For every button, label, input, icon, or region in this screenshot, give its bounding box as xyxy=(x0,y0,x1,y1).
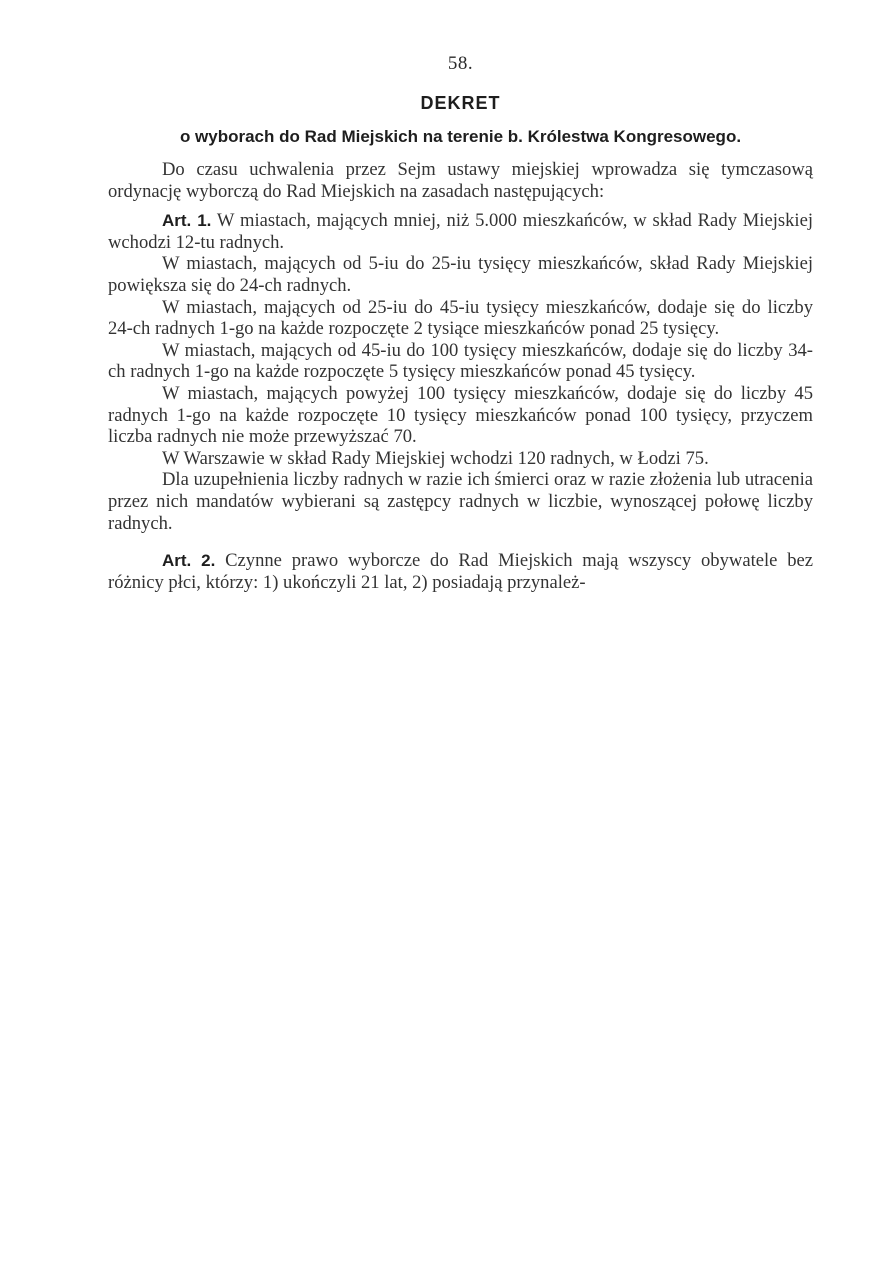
article-1-paragraph-2: W miastach, mających od 5-iu do 25-iu tysięcy mieszkańców, skład Rady Miejskiej powiększa się do 24-ch radnych. xyxy=(108,253,813,296)
article-1-paragraph-1 xyxy=(108,210,813,253)
article-1-label: Art. 1. xyxy=(162,211,212,231)
article-1-paragraph-7: Dla uzupełnienia liczby radnych w razie ich śmierci oraz w razie złożenia lub utracenia przez nich mandatów wybierani są zastępcy radnych w liczbie, wynoszącej połowę liczby radnych. xyxy=(108,469,813,534)
intro-paragraph: Do czasu uchwalenia przez Sejm ustawy miejskiej wprowadza się tymczasową ordynację wyborczą do Rad Miejskich na zasadach następujących: xyxy=(108,159,813,202)
article-1-paragraph-4: W miastach, mających od 45-iu do 100 tysięcy mieszkańców, dodaje się do liczby 34-ch radnych 1-go na każde rozpoczęte 5 tysięcy mieszkańców ponad 45 tysięcy. xyxy=(108,339,813,383)
article-1-paragraph-5: W miastach, mających powyżej 100 tysięcy mieszkańców, dodaje się do liczby 45 radnych 1-go na każde rozpoczęte 10 tysięcy mieszkańców ponad 100 tysięcy, przyczem liczba radnych nie może przewyższać 70. xyxy=(108,382,813,448)
article-1-paragraph-3: W miastach, mających od 25-iu do 45-iu tysięcy mieszkańców, dodaje się do liczby 24-ch radnych 1-go na każde rozpoczęte 2 tysiące mieszkańców ponad 25 tysięcy. xyxy=(108,296,813,340)
article-2-text: Czynne prawo wyborcze do Rad Miejskich mają wszyscy obywatele bez różnicy płci, którzy: 1) ukończyli 21 lat, 2) posiadają przynależ- xyxy=(108,550,814,593)
article-1-text-1: W miastach, mających mniej, niż 5.000 mieszkańców, w skład Rady Miejskiej wchodzi 12-tu radnych. xyxy=(108,210,813,253)
document-subtitle: o wyborach do Rad Miejskich na terenie b. Królestwa Kongresowego. xyxy=(179,127,742,146)
document-title: DEKRET xyxy=(420,93,501,113)
text-block xyxy=(108,52,813,593)
article-1-paragraph-6: W Warszawie w skład Rady Miejskiej wchodzi 120 radnych, w Łodzi 75. xyxy=(162,447,709,469)
article-2-label: Art. 2. xyxy=(162,551,216,571)
page-number: 58. xyxy=(447,53,474,74)
article-2-paragraph xyxy=(108,550,813,593)
